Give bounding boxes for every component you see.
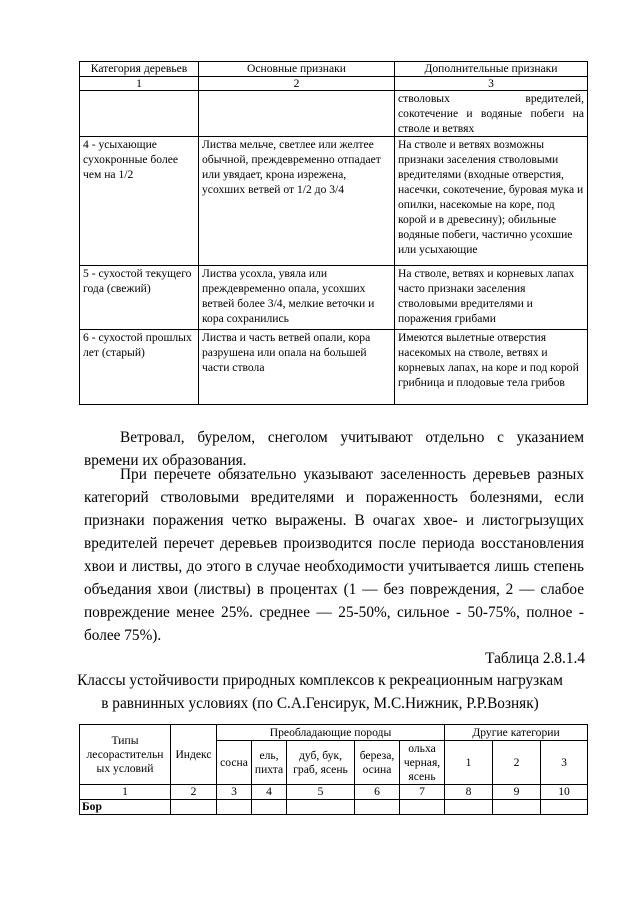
header-other-category: 1 <box>445 741 493 785</box>
header-species: дуб, бук, граб, ясень <box>287 741 355 785</box>
table-cell <box>493 800 541 815</box>
column-number: 1 <box>80 785 171 800</box>
extra-signs-cell: На стволе и ветвях возможны признаки заселения стволовыми вредителями (входные отверстия, насечки, сокотечение, буровая мука и опилки, насекомые на коре, под корой и в древесину); обильные водяные побеги, частично усохшие или усыхающие <box>395 137 588 266</box>
stability-classes-table <box>79 724 588 815</box>
category-cell: 4 - усыхающие сухокронные более чем на 1/2 <box>80 137 199 266</box>
continuation-text-first: стволовых вредителей, <box>398 92 584 105</box>
column-number: 3 <box>217 785 252 800</box>
header-other-categories: Другие категории <box>445 725 588 741</box>
table-cell <box>287 800 355 815</box>
tree-categories-table <box>79 61 588 405</box>
column-number-row <box>80 785 588 800</box>
header-species: ель, пихта <box>252 741 287 785</box>
table-cell <box>395 91 588 137</box>
column-number: 5 <box>287 785 355 800</box>
table-cell <box>80 91 199 137</box>
paragraph-census: При перечете обязательно указывают заселенность деревьев разных категорий стволовыми вредителями и пораженность болезнями, если признаки поражения четко выражены. В очагах хвое- и листогрызущих вредителей перечет деревьев производится после периода восстановления хвои и листвы, до этого в случае необходимости учитывается лишь степень объедания хвои (листвы) в процентах (1 — без повреждения, 2 — слабое повреждение менее 25%. среднее — 25-50%, сильное - 50-75%, полное - более 75%). <box>84 466 584 644</box>
table-cell <box>171 800 217 815</box>
header-other-category: 2 <box>493 741 541 785</box>
column-number: 6 <box>355 785 400 800</box>
column-number: 3 <box>395 77 588 91</box>
table-title-line-2: в равнинных условиях (по С.А.Генсирук, М.С.Нижник, Р.Р.Возняк) <box>101 695 539 712</box>
header-other-category: 3 <box>541 741 588 785</box>
column-number: 9 <box>493 785 541 800</box>
table-row <box>80 330 588 405</box>
category-cell: 6 - сухостой прошлых лет (старый) <box>80 330 199 405</box>
header-site-types: Типы лесорастительн ых условий <box>80 725 171 785</box>
column-number: 2 <box>199 77 395 91</box>
extra-signs-cell: На стволе, ветвях и корневых лапах часто признаки заселения стволовыми вредителями и поражения грибами <box>395 266 588 330</box>
site-type-cell: Бор <box>80 800 171 815</box>
column-number: 2 <box>171 785 217 800</box>
paragraph-windfall: Ветровал, бурелом, снеголом учитывают отдельно с указанием времени их образования. <box>84 429 584 469</box>
table-cell <box>400 800 445 815</box>
main-signs-cell: Листва мельче, светлее или желтее обычной, преждевременно отпадает или увядает, крона изрежена, усохших ветвей от 1/2 до 3/4 <box>199 137 395 266</box>
category-cell: 5 - сухостой текущего года (свежий) <box>80 266 199 330</box>
table-cell <box>252 800 287 815</box>
table-header-row <box>80 62 588 77</box>
table-cell <box>445 800 493 815</box>
table-cell <box>199 91 395 137</box>
header-extra-signs: Дополнительные признаки <box>395 62 588 77</box>
header-main-signs: Основные признаки <box>199 62 395 77</box>
table-title-line-1: Классы устойчивости природных комплексов к рекреационным нагрузкам <box>77 672 563 689</box>
column-number: 7 <box>400 785 445 800</box>
column-number: 10 <box>541 785 588 800</box>
header-dominant-species: Преобладающие породы <box>217 725 445 741</box>
column-number: 1 <box>80 77 199 91</box>
continuation-text-rest: сокотечение и водяные побеги на стволе и ветвях <box>398 107 584 135</box>
extra-signs-cell: Имеются вылетные отверстия насекомых на стволе, ветвях и корневых лапах, на коре и под корой грибница и плодовые тела грибов <box>395 330 588 405</box>
table-cell <box>355 800 400 815</box>
main-signs-cell: Листва и часть ветвей опали, кора разрушена или опала на большей части ствола <box>199 330 395 405</box>
column-number: 4 <box>252 785 287 800</box>
table-label: Таблица 2.8.1.4 <box>485 650 585 667</box>
table-row <box>80 137 588 266</box>
table-row <box>80 266 588 330</box>
table-header-row <box>80 725 588 741</box>
main-signs-cell: Листва усохла, увяла или преждевременно опала, усохших ветвей более 3/4, мелкие веточки и кора сохранились <box>199 266 395 330</box>
header-species: ольха черная, ясень <box>400 741 445 785</box>
header-species: береза, осина <box>355 741 400 785</box>
column-number-row <box>80 77 588 91</box>
table-cell <box>217 800 252 815</box>
header-species: сосна <box>217 741 252 785</box>
header-index: Индекс <box>171 725 217 785</box>
header-tree-category: Категория деревьев <box>80 62 199 77</box>
column-number: 8 <box>445 785 493 800</box>
table-cell <box>541 800 588 815</box>
table-row <box>80 800 588 815</box>
continuation-row <box>80 91 588 137</box>
